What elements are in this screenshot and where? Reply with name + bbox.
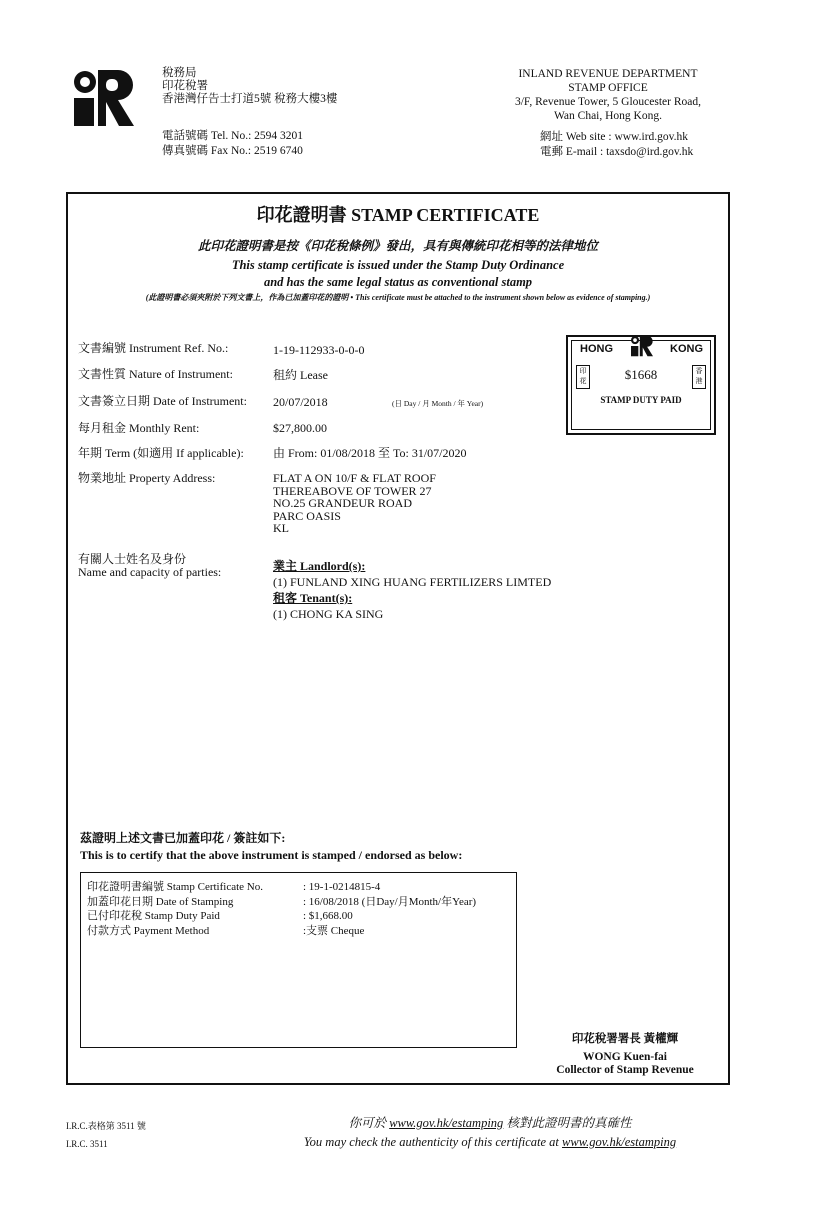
verify-line-zh: 你可於 www.gov.hk/estamping 核對此證明書的真確性	[348, 1116, 632, 1130]
payment-method-value: :支票 Cheque	[303, 924, 365, 937]
address-line: KL	[273, 521, 289, 535]
nature-label: 文書性質 Nature of Instrument:	[78, 367, 233, 381]
header-fax: 傳真號碼 Fax No.: 2519 6740	[162, 145, 303, 157]
stamp-side-left: 印花	[576, 365, 590, 389]
stamp-side-right: 香港	[692, 365, 706, 389]
address-line: PARC OASIS	[273, 508, 341, 523]
header-dept-zh: 稅務局	[162, 67, 197, 79]
certificate-subtitle-en-1: This stamp certificate is issued under the Stamp Duty Ordinance	[231, 258, 565, 272]
term-label: 年期 Term (如適用 If applicable):	[78, 446, 244, 460]
collector-name: WONG Kuen-fai	[582, 1051, 667, 1063]
header-address-zh: 香港灣仔告士打道5號 稅務大樓3樓	[162, 93, 338, 105]
parties-list	[273, 558, 551, 622]
verify-link-en[interactable]: www.gov.hk/estamping	[562, 1135, 677, 1149]
stamping-date-label: 加蓋印花日期 Date of Stamping	[87, 895, 234, 908]
form-number-zh: I.R.C.表格第 3511 號	[66, 1121, 146, 1131]
payment-method-label: 付款方式 Payment Method	[87, 924, 210, 937]
header-contact	[162, 129, 303, 159]
collector-title-zh: 印花稅署署長 黃權輝	[571, 1033, 679, 1045]
collector-title-en: Collector of Stamp Revenue	[556, 1064, 694, 1076]
header-left-address	[162, 67, 337, 106]
address-line: FLAT A ON 10/F & FLAT ROOF	[273, 471, 436, 485]
duty-paid-label: 已付印花稅 Stamp Duty Paid	[87, 910, 220, 922]
landlord-value: (1) FUNLAND XING HUANG FERTILIZERS LIMTED	[273, 575, 552, 589]
header-website: 網址 Web site : www.ird.gov.hk	[540, 131, 689, 143]
stamp-cert-no-value: : 19-1-0214815-4	[303, 881, 381, 893]
parties-label-en: Name and capacity of parties:	[78, 565, 222, 579]
stamp-kong: KONG	[670, 343, 703, 355]
landlord-heading: 業主 Landlord(s):	[273, 559, 366, 573]
header-right-address	[498, 67, 718, 123]
certify-line-en: This is to certify that the above instrument is stamped / endorsed as below:	[80, 848, 463, 862]
term-value: 由 From: 01/08/2018 至 To: 31/07/2020	[273, 446, 467, 460]
date-value: 20/07/2018	[273, 395, 328, 409]
duty-paid-value: : $1,668.00	[303, 910, 353, 922]
header-email: 電郵 E-mail : taxsdo@ird.gov.hk	[540, 146, 694, 158]
tenant-heading: 租客 Tenant(s):	[273, 591, 353, 605]
header-address-en-1: 3/F, Revenue Tower, 5 Gloucester Road,	[514, 96, 702, 108]
address-line: THEREABOVE OF TOWER 27	[273, 483, 432, 498]
certificate-subtitle-zh: 此印花證明書是按《印花稅條例》發出，具有與傳統印花相等的法律地位	[197, 239, 598, 253]
stamping-date-value: : 16/08/2018 (日Day/月Month/年Year)	[303, 895, 477, 908]
verify-link-zh[interactable]: www.gov.hk/estamping	[389, 1116, 504, 1130]
date-format-hint: (日 Day / 月 Month / 年 Year)	[392, 399, 484, 408]
property-address	[273, 472, 436, 535]
ird-logo	[72, 68, 136, 128]
rent-label: 每月租金 Monthly Rent:	[78, 421, 200, 435]
stamp-duty-paid-stamp	[566, 335, 716, 435]
certificate-note: (此證明書必須夾附於下列文書上，作為已加蓋印花的證明 • This certificate must be attached to the instrument shown below as evidence of stamping.)	[145, 293, 651, 302]
header-dept-en: INLAND REVENUE DEPARTMENT	[518, 68, 698, 80]
verify-line-en: You may check the authenticity of this certificate at www.gov.hk/estamping	[303, 1135, 677, 1149]
header-office-zh: 印花稅署	[162, 80, 208, 92]
form-number-en: I.R.C. 3511	[66, 1139, 108, 1149]
header-office-en: STAMP OFFICE	[568, 82, 648, 94]
certificate-title: 印花證明書 STAMP CERTIFICATE	[256, 205, 540, 225]
certificate-subtitle-en-2: and has the same legal status as conventional stamp	[263, 275, 533, 289]
stamp-amount: $1668	[624, 367, 658, 382]
stamp-paid-label: STAMP DUTY PAID	[600, 395, 682, 405]
header-address-en-2: Wan Chai, Hong Kong.	[554, 110, 662, 122]
header-tel: 電話號碼 Tel. No.: 2594 3201	[162, 130, 304, 142]
date-label: 文書簽立日期 Date of Instrument:	[78, 394, 247, 408]
stamp-hong: HONG	[580, 343, 613, 355]
stamp-cert-no-label: 印花證明書編號 Stamp Certificate No.	[87, 881, 263, 893]
certify-line-zh: 茲證明上述文書已加蓋印花 / 簽註如下:	[80, 831, 286, 845]
stamp-logo-icon	[630, 335, 654, 357]
ref-label: 文書編號 Instrument Ref. No.:	[78, 341, 229, 355]
address-label: 物業地址 Property Address:	[78, 471, 216, 485]
address-line: NO.25 GRANDEUR ROAD	[273, 496, 413, 510]
header-web-contact	[540, 130, 693, 160]
rent-value: $27,800.00	[273, 421, 327, 435]
tenant-value: (1) CHONG KA SING	[273, 607, 384, 621]
parties-label-zh: 有關人士姓名及身份	[78, 552, 187, 566]
nature-value: 租約 Lease	[273, 368, 328, 382]
ref-value: 1-19-112933-0-0-0	[273, 343, 365, 357]
